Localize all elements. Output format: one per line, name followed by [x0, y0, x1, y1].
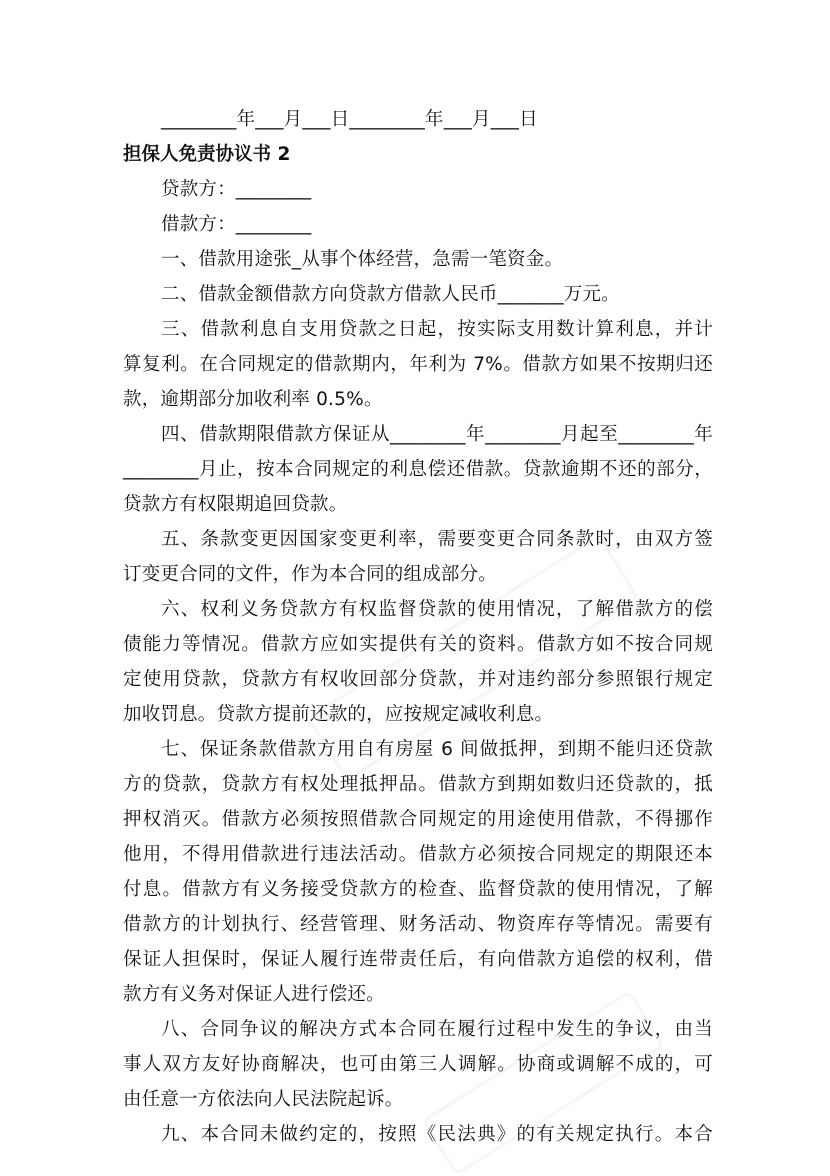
- clause-line: 订变更合同的文件，作为本合同的组成部分。: [123, 564, 498, 585]
- clause-line: 款方有义务对保证人进行偿还。: [123, 984, 385, 1005]
- clause-line: 七、保证条款借款方用自有房屋 6 间做抵押，到期不能归还贷款: [161, 739, 713, 760]
- clause-line: 二、借款金额借款方向贷款方借款人民币_______万元。: [161, 284, 620, 305]
- clause-line: 付息。借款方有义务接受贷款方的检查、监督贷款的使用情况，了解: [123, 879, 713, 900]
- date-line: ________年___月___日________年___月___日: [161, 109, 538, 130]
- clause-line: 三、借款利息自支用贷款之日起，按实际支用数计算利息，并计: [161, 319, 713, 340]
- clause-line: 定使用贷款，贷款方有权收回部分贷款，并对违约部分参照银行规定: [123, 669, 713, 690]
- clause-line: 五、条款变更因国家变更利率，需要变更合同条款时，由双方签: [161, 529, 713, 550]
- clause-line: 四、借款期限借款方保证从________年________月起至________年: [161, 424, 713, 445]
- clause-line: 加收罚息。贷款方提前还款的，应按规定减收利息。: [123, 704, 554, 725]
- borrower-line: 借款方：________: [161, 214, 312, 235]
- clause-line: 贷款方有权限期追回贷款。: [123, 494, 348, 515]
- lender-line: 贷款方：________: [161, 179, 312, 200]
- clause-line: 一、借款用途张_从事个体经营，急需一笔资金。: [161, 249, 564, 270]
- clause-line: 八、合同争议的解决方式本合同在履行过程中发生的争议，由当: [161, 1019, 713, 1040]
- clause-line: 他用，不得用借款进行违法活动。借款方必须按合同规定的期限还本: [123, 844, 713, 865]
- clause-line: 款，逾期部分加收利率 0.5%。: [123, 389, 383, 410]
- clause-line: 算复利。在合同规定的借款期内，年利为 7%。借款方如果不按期归还: [123, 354, 713, 375]
- document-title: 担保人免责协议书 2: [123, 144, 291, 165]
- clause-line: ________月止，按本合同规定的利息偿还借款。贷款逾期不还的部分，: [123, 459, 713, 480]
- clause-line: 六、权利义务贷款方有权监督贷款的使用情况，了解借款方的偿: [161, 599, 713, 620]
- clause-line: 保证人担保时，保证人履行连带责任后，有向借款方追偿的权利，借: [123, 949, 713, 970]
- clause-line: 押权消灭。借款方必须按照借款合同规定的用途使用借款，不得挪作: [123, 809, 713, 830]
- clause-line: 借款方的计划执行、经营管理、财务活动、物资库存等情况。需要有: [123, 914, 713, 935]
- document-body: [123, 102, 713, 1152]
- contract-clauses: [123, 242, 713, 1152]
- clause-line: 事人双方友好协商解决，也可由第三人调解。协商或调解不成的，可: [123, 1054, 713, 1075]
- clause-line: 由任意一方依法向人民法院起诉。: [123, 1089, 404, 1110]
- clause-line: 方的贷款，贷款方有权处理抵押品。借款方到期如数归还贷款的，抵: [123, 774, 713, 795]
- clause-line: 债能力等情况。借款方应如实提供有关的资料。借款方如不按合同规: [123, 634, 713, 655]
- clause-line: 九、本合同未做约定的，按照《民法典》的有关规定执行。本合: [161, 1124, 713, 1145]
